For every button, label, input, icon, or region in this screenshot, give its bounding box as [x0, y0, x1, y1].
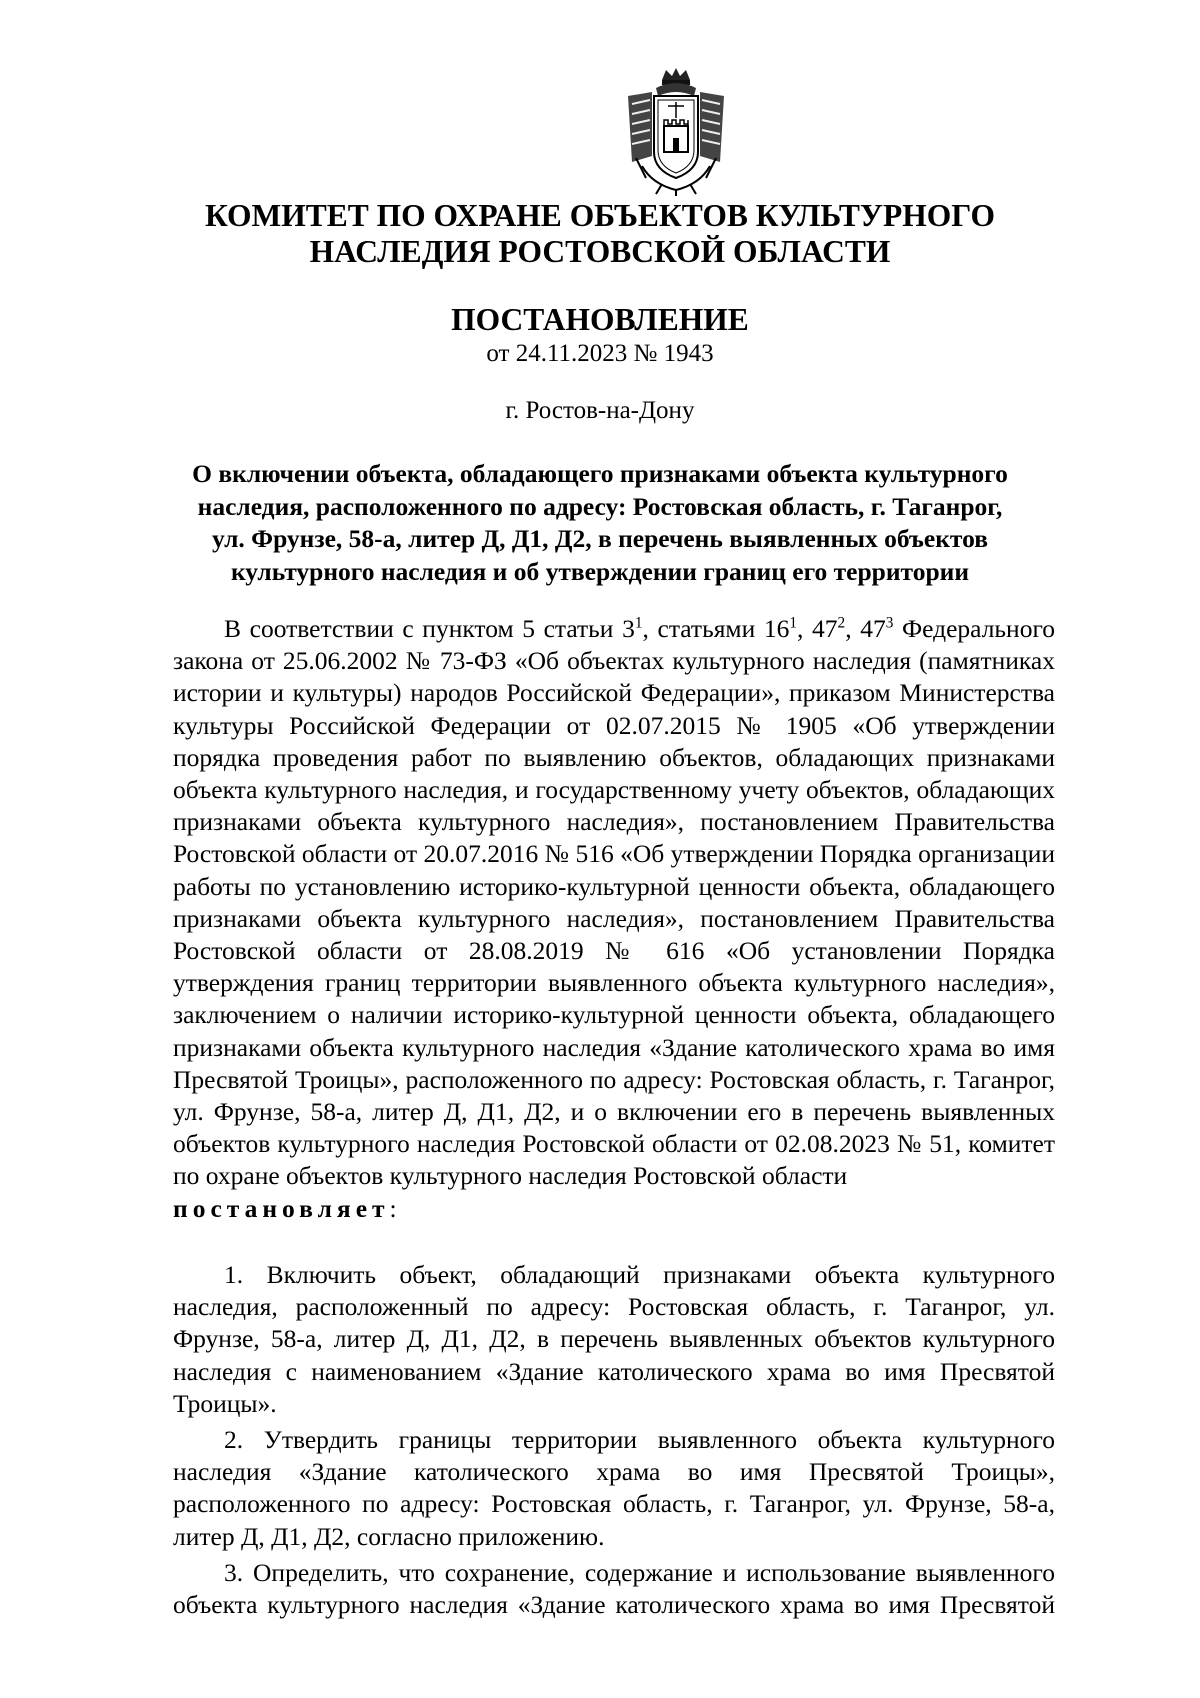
resolution-item-3: 3. Определить, что сохранение, содержание и использование выявленного объекта культурного наследия «Здание католического храма во имя Пресвятой	[173, 1557, 1055, 1620]
coat-of-arms-emblem	[622, 66, 730, 196]
organization-title-line-1: КОМИТЕТ ПО ОХРАНЕ ОБЪЕКТОВ КУЛЬТУРНОГО	[204, 198, 995, 233]
subject-line-4: культурного наследия и об утверждении границ его территории	[230, 556, 970, 586]
subject-line-2: наследия, расположенного по адресу: Ростовская область, г. Таганрог,	[197, 491, 1003, 521]
preamble	[173, 613, 1055, 1225]
resolves-colon: :	[389, 1193, 397, 1223]
resolves-word: постановляет	[173, 1193, 390, 1223]
resolution-items	[173, 1259, 1055, 1625]
superscript-1: 1	[634, 614, 643, 632]
superscript-3: 2	[837, 614, 846, 632]
preamble-text-3: , 47	[797, 614, 838, 643]
document-date-number: от 24.11.2023 № 1943	[486, 340, 714, 367]
document-subject	[150, 458, 1050, 588]
organization-title-line-2: НАСЛЕДИЯ РОСТОВСКОЙ ОБЛАСТИ	[309, 234, 891, 269]
superscript-4: 3	[885, 614, 894, 632]
resolution-item-2: 2. Утвердить границы территории выявленного объекта культурного наследия «Здание католического храма во имя Пресвятой Троицы», расположенного по адресу: Ростовская область, г. Таганрог, ул. Фрунзе, 58-а, литер Д, Д1, Д2, согласно приложению.	[173, 1425, 1055, 1551]
subject-line-3: ул. Фрунзе, 58-а, литер Д, Д1, Д2, в перечень выявленных объектов	[212, 524, 988, 553]
resolves-line	[173, 1193, 1055, 1225]
preamble-text-1: В соответствии с пунктом 5 статьи 3	[224, 614, 635, 643]
resolution-item-1: 1. Включить объект, обладающий признаками объекта культурного наследия, расположенный по адресу: Ростовская область, г. Таганрог, ул. Фрунзе, 58-а, литер Д, Д1, Д2, в перечень выявленных объектов культурного наследия с наименованием «Здание католического храма во имя Пресвятой Троицы».	[173, 1260, 1055, 1418]
superscript-2: 1	[789, 614, 798, 632]
preamble-text-2: , статьями 16	[642, 614, 790, 643]
document-type: ПОСТАНОВЛЕНИЕ	[451, 302, 749, 337]
document-city: г. Ростов-на-Дону	[505, 397, 695, 424]
preamble-text-4: , 47	[845, 614, 886, 643]
organization-title	[150, 198, 1050, 270]
preamble-text-5: Федерального закона от 25.06.2002 № 73-ФЗ «Об объектах культурного наследия (памятниках истории и культуры) народов Российской Федерации», приказом Министерства культуры Российской Федерации от 02.07.2015 № 1905 «Об утверждении порядка проведения работ по выявлению объектов, обладающих признаками объекта культурного наследия, и государственному учету объектов, обладающих признаками объекта культурного наследия», постановлением Правительства Ростовской области от 20.07.2016 № 516 «Об утверждении Порядка организации работы по установлению историко-культурной ценности объекта, обладающего признаками объекта культурного наследия», постановлением Правительства Ростовской области от 28.08.2019 № 616 «Об установлении Порядка утверждения границ территории выявленного объекта культурного наследия», заключением о наличии историко-культурной ценности объекта, обладающего признаками объекта культурного наследия «Здание католического храма во имя Пресвятой Троицы», расположенного по адресу: Ростовская область, г. Таганрог, ул. Фрунзе, 58-а, литер Д, Д1, Д2, и о включении его в перечень выявленных объектов культурного наследия Ростовской области от 02.08.2023 № 51, комитет по охране объектов культурного наследия Ростовской области	[173, 614, 1056, 1191]
preamble-paragraph	[173, 613, 1055, 1193]
subject-line-1: О включении объекта, обладающего признаками объекта культурного	[192, 459, 1008, 488]
